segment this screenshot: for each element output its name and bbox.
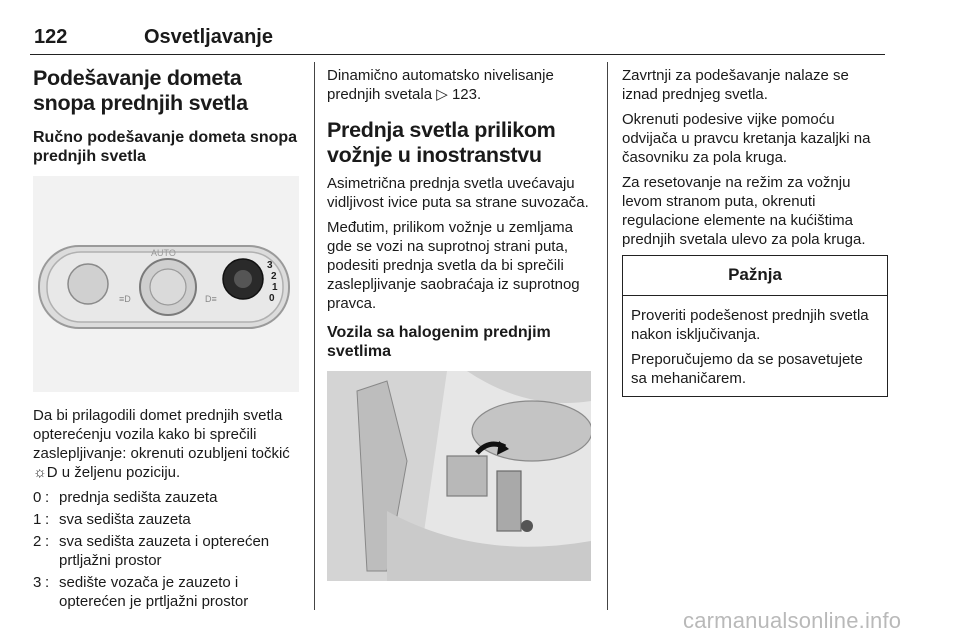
column-2 <box>327 66 595 581</box>
headlight-range-icon: ☼D <box>33 464 58 481</box>
dial-number-2: 2 <box>271 271 277 282</box>
subheading-halogen: Vozila sa halogenim prednjim svetlima <box>327 324 551 360</box>
section-heading-beam-range: Podešavanje dometa snopa prednjih svetla <box>33 66 248 115</box>
column-divider-2 <box>607 62 608 610</box>
paragraph-reset: Za resetovanje na režim za vožnju levom stranom puta, okrenuti regulacione elemente na kućištima prednjih svetala ulevo za pola kruga. <box>622 174 866 248</box>
paragraph-screws-location: Zavrtnji za podešavanje nalaze se iznad prednjeg svetla. <box>622 67 849 103</box>
headlight-adjustment-screw-illustration <box>327 371 591 581</box>
watermark: carmanualsonline.info <box>683 608 902 633</box>
position-list <box>33 488 299 611</box>
list-item: 2 : sva sedišta zauzeta i opterećen prtljažni prostor <box>33 533 270 569</box>
section-heading-abroad: Prednja svetla prilikom vožnje u inostranstvu <box>327 118 556 167</box>
paragraph-turn-screws: Okrenuti podesive vijke pomoću odvijača u pravcu kretanja kazaljki na časovniku za pola kruga. <box>622 111 871 166</box>
svg-text:≡D: ≡D <box>119 294 131 304</box>
caution-title: Pažnja <box>623 256 887 296</box>
header-rule <box>30 54 885 55</box>
list-item: 3 : sedište vozača je zauzeto i opterećen je prtljažni prostor <box>33 574 249 610</box>
auto-label: AUTO <box>151 248 176 258</box>
svg-text:D≡: D≡ <box>205 294 217 304</box>
dial-number-0: 0 <box>269 293 275 304</box>
page-number: 122 <box>34 26 68 48</box>
chapter-title: Osvetljavanje <box>144 26 273 48</box>
paragraph-asymmetric: Asimetrična prednja svetla uvećavaju vidljivost ivice puta sa strane suvozača. <box>327 175 589 211</box>
headlight-switch-panel-illustration <box>33 176 299 392</box>
paragraph-opposite-side: Međutim, prilikom vožnje u zemljama gde se vozi na suprotnoj strani puta, podesiti prednja svetla da bi sprečili zaslepljivanje saobraćaja iz suprotnog pravca. <box>327 219 580 312</box>
caution-note <box>622 255 888 397</box>
dial-number-3: 3 <box>267 260 273 271</box>
dial-number-1: 1 <box>272 282 278 293</box>
intro-paragraph: Dinamično automatsko nivelisanje prednjih svetala ▷ 123. <box>327 67 554 103</box>
column-3 <box>622 66 888 397</box>
caution-paragraph-2: Preporučujemo da se posavetujete sa mehaničarem. <box>631 351 863 387</box>
page-header <box>30 24 885 52</box>
list-item: 1 : sva sedišta zauzeta <box>33 511 191 528</box>
column-1 <box>33 66 299 614</box>
subheading-manual-adjust: Ručno podešavanje dometa snopa prednjih svetla <box>33 129 298 165</box>
page-reference-arrow-icon: ▷ <box>436 86 448 103</box>
column-divider-1 <box>314 62 315 610</box>
instruction-paragraph: Da bi prilagodili domet prednjih svetla opterećenju vozila kako bi sprečili zaslepljivanje: okrenuti ozubljeni točkić ☼D u željenu poziciju. <box>33 407 290 481</box>
caution-paragraph-1: Proveriti podešenost prednjih svetla nakon isključivanja. <box>631 307 869 343</box>
list-item: 0 : prednja sedišta zauzeta <box>33 489 218 506</box>
